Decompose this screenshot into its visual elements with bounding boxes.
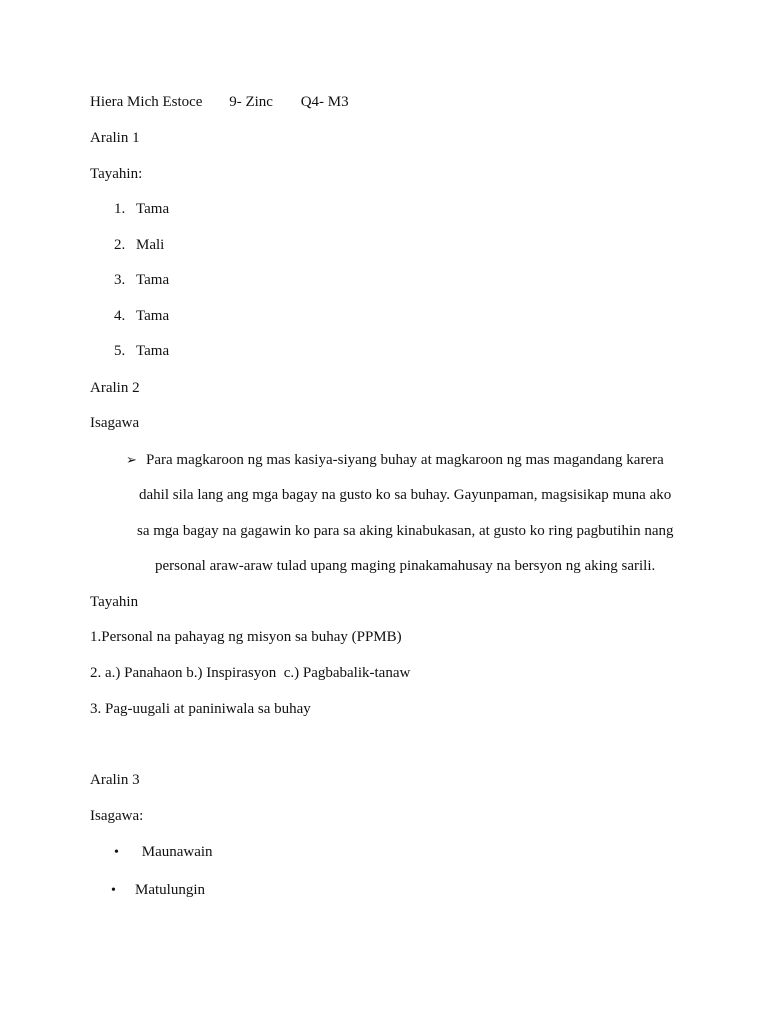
bullet-text: Matulungin bbox=[135, 882, 205, 898]
module-label: Q4- M3 bbox=[300, 94, 349, 110]
list-number: 2. bbox=[114, 237, 126, 253]
aralin2-title: Aralin 2 bbox=[90, 380, 140, 396]
aralin2-tayahin-title: Tayahin bbox=[90, 594, 139, 610]
bullet-icon: • bbox=[111, 883, 116, 898]
list-item bbox=[114, 235, 164, 255]
paragraph-text: Para magkaroon ng mas kasiya-siyang buhay at magkaroon ng mas magandang karera bbox=[146, 452, 664, 468]
list-item bbox=[114, 306, 169, 326]
arrow-bullet-icon: ➢ bbox=[126, 452, 137, 467]
answer-line: 1.Personal na pahayag ng misyon sa buhay (PPMB) bbox=[90, 629, 402, 645]
aralin2-isagawa-title: Isagawa bbox=[90, 415, 140, 431]
paragraph-line-4: personal araw-araw tulad upang maging pinakamahusay na bersyon ng aking sarili. bbox=[155, 558, 656, 574]
paragraph-line-1 bbox=[126, 450, 664, 470]
aralin1-title: Aralin 1 bbox=[90, 130, 140, 146]
list-text: Tama bbox=[136, 343, 170, 359]
list-text: Tama bbox=[136, 308, 170, 324]
answer-line: 3. Pag-uugali at paniniwala sa buhay bbox=[90, 701, 311, 717]
bullet-item bbox=[114, 842, 213, 863]
bullet-item bbox=[111, 880, 205, 901]
answer-line: 2. a.) Panahaon b.) Inspirasyon c.) Pagbabalik-tanaw bbox=[90, 665, 411, 681]
list-number: 4. bbox=[114, 308, 126, 324]
aralin1-subtitle: Tayahin: bbox=[90, 166, 143, 182]
list-number: 5. bbox=[114, 343, 126, 359]
list-number: 1. bbox=[114, 201, 126, 217]
bullet-text: Maunawain bbox=[138, 844, 213, 860]
student-name: Hiera Mich Estoce bbox=[90, 94, 203, 110]
aralin3-title: Aralin 3 bbox=[90, 772, 140, 788]
document-header bbox=[90, 92, 349, 112]
list-text: Tama bbox=[136, 272, 170, 288]
list-item bbox=[114, 270, 169, 290]
list-text: Mali bbox=[136, 237, 165, 253]
list-item bbox=[114, 199, 169, 219]
list-number: 3. bbox=[114, 272, 126, 288]
list-text: Tama bbox=[136, 201, 170, 217]
aralin3-subtitle: Isagawa: bbox=[90, 808, 144, 824]
list-item bbox=[114, 341, 169, 361]
paragraph-line-2: dahil sila lang ang mga bagay na gusto ko sa buhay. Gayunpaman, magsisikap muna ako bbox=[139, 487, 672, 503]
student-section: 9- Zinc bbox=[229, 94, 273, 110]
bullet-icon: • bbox=[114, 845, 119, 860]
paragraph-line-3: sa mga bagay na gagawin ko para sa aking kinabukasan, at gusto ko ring pagbutihin nang bbox=[137, 523, 674, 539]
